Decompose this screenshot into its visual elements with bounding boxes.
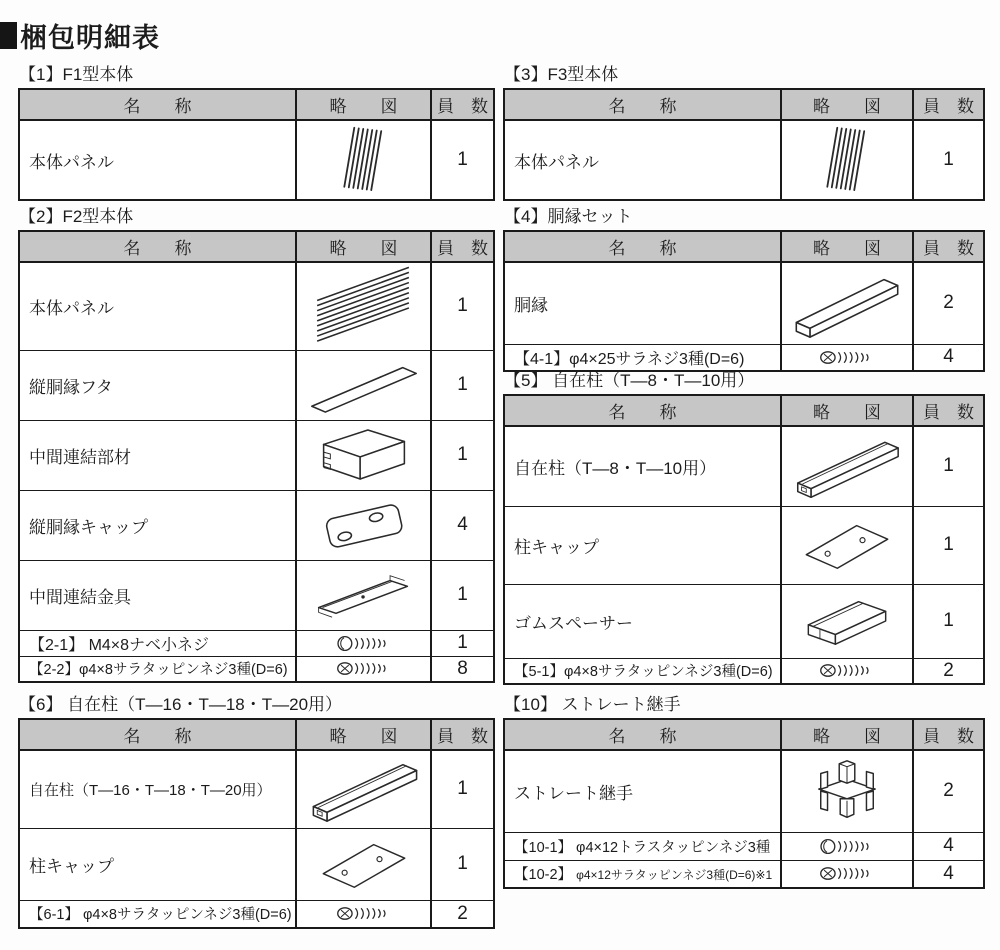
table-4 [503, 230, 985, 372]
part-name: 中間連結部材 [19, 420, 296, 490]
part-sketch-cell [296, 630, 431, 656]
part-name: ゴムスペーサー [504, 584, 781, 658]
part-sketch-cell [296, 750, 431, 828]
col-header-qty: 員 数 [913, 719, 984, 750]
part-qty: 2 [431, 900, 494, 928]
table-1 [18, 88, 495, 201]
part-sketch-cell [296, 560, 431, 630]
part-name: 縦胴縁キャップ [19, 490, 296, 560]
panel-bundle-icon [822, 122, 872, 198]
part-sketch-cell [296, 420, 431, 490]
flat-head-screw-icon [818, 660, 876, 681]
part-sketch-cell [296, 656, 431, 682]
part-name: 柱キャップ [504, 506, 781, 584]
part-name: 【2-2】φ4×8サラタッピンネジ3種(D=6) [19, 656, 296, 682]
part-name: 【2-1】 M4×8ナベ小ネジ [19, 630, 296, 656]
panel-bundle-icon [339, 122, 389, 198]
part-qty: 8 [431, 656, 494, 682]
table-4-label: 【4】胴縁セット [504, 207, 633, 226]
part-sketch-cell [296, 828, 431, 900]
part-sketch-cell [296, 262, 431, 350]
part-qty: 4 [913, 832, 984, 860]
table-4-block [503, 202, 983, 372]
col-header-qty: 員 数 [913, 89, 984, 120]
table-3-label: 【3】F3型本体 [504, 65, 619, 84]
part-sketch-cell [296, 900, 431, 928]
flat-head-screw-icon [335, 903, 393, 924]
flat-bar-icon [306, 356, 422, 414]
part-qty: 1 [431, 828, 494, 900]
part-qty: 1 [913, 584, 984, 658]
part-qty: 1 [913, 506, 984, 584]
col-header-qty: 員 数 [431, 231, 494, 262]
table-5 [503, 394, 985, 685]
col-header-name: 名 称 [504, 231, 781, 262]
col-header-name: 名 称 [19, 89, 296, 120]
table-10-label: 【10】 ストレート継手 [504, 695, 681, 714]
part-name: 【10-1】 φ4×12トラスタッピンネジ3種 [504, 832, 781, 860]
col-header-sketch: 略 図 [781, 231, 913, 262]
part-qty: 2 [913, 262, 984, 344]
column-cap-icon [315, 833, 413, 895]
table-6 [18, 718, 495, 929]
table-10 [503, 718, 985, 889]
part-spec-label: φ4×12サラタッピンネジ3種(D=6)※1 [576, 868, 773, 883]
part-sketch-cell [781, 658, 913, 684]
table-1-block [18, 60, 493, 201]
col-header-sketch: 略 図 [781, 395, 913, 426]
part-name: 柱キャップ [19, 828, 296, 900]
part-sketch-cell [781, 584, 913, 658]
rubber-spacer-icon [798, 592, 896, 650]
part-sketch-cell [781, 120, 913, 200]
table-1-label: 【1】F1型本体 [19, 65, 134, 84]
flat-head-screw-icon [335, 658, 393, 679]
col-header-qty: 員 数 [913, 231, 984, 262]
page-title: 梱包明細表 [20, 23, 160, 53]
table-3-block [503, 60, 983, 201]
part-name: 【6-1】 φ4×8サラタッピンネジ3種(D=6) [19, 900, 296, 928]
table-6-label: 【6】 自在柱（T—16・T—18・T—20用） [19, 695, 343, 714]
part-name: 自在柱（T—16・T—18・T—20用） [19, 750, 296, 828]
channel-member-icon [314, 423, 414, 487]
table-2 [18, 230, 495, 683]
part-sketch-cell [781, 506, 913, 584]
table-5-block [503, 366, 983, 685]
part-qty: 4 [431, 490, 494, 560]
table-10-block [503, 690, 983, 889]
part-qty: 4 [913, 344, 984, 371]
col-header-name: 名 称 [504, 719, 781, 750]
part-qty: 1 [431, 630, 494, 656]
part-qty: 2 [913, 658, 984, 684]
part-qty: 1 [431, 420, 494, 490]
part-name: 本体パネル [504, 120, 781, 200]
col-header-sketch: 略 図 [296, 719, 431, 750]
pan-head-screw-icon [335, 633, 393, 654]
col-header-qty: 員 数 [913, 395, 984, 426]
panel-stack-icon [311, 265, 417, 347]
col-header-qty: 員 数 [431, 719, 494, 750]
page-header [0, 16, 160, 55]
part-id-label: 【10-2】 [514, 867, 573, 884]
part-name: 自在柱（T—8・T—10用） [504, 426, 781, 506]
col-header-sketch: 略 図 [781, 89, 913, 120]
col-header-qty: 員 数 [431, 89, 494, 120]
pan-head-screw-icon [818, 836, 876, 857]
part-sketch-cell [781, 860, 913, 888]
part-name: 【5-1】φ4×8サラタッピンネジ3種(D=6) [504, 658, 781, 684]
part-qty: 1 [431, 560, 494, 630]
table-6-block [18, 690, 493, 929]
part-qty: 4 [913, 860, 984, 888]
table-3 [503, 88, 985, 201]
part-name: 本体パネル [19, 262, 296, 350]
part-qty: 1 [431, 750, 494, 828]
part-name: 中間連結金具 [19, 560, 296, 630]
square-bar-icon [788, 264, 906, 342]
col-header-name: 名 称 [19, 231, 296, 262]
straight-joint-icon [811, 752, 883, 830]
part-name: 縦胴縁フタ [19, 350, 296, 420]
part-sketch-cell [296, 350, 431, 420]
part-name: 胴縁 [504, 262, 781, 344]
part-name [504, 860, 781, 888]
table-5-label: 【5】 自在柱（T—8・T—10用） [504, 371, 755, 390]
part-sketch-cell [781, 750, 913, 832]
part-name: ストレート継手 [504, 750, 781, 832]
part-sketch-cell [296, 120, 431, 200]
part-sketch-cell [781, 832, 913, 860]
part-qty: 2 [913, 750, 984, 832]
cap-plate-icon [317, 496, 411, 554]
part-sketch-cell [781, 262, 913, 344]
col-header-name: 名 称 [504, 395, 781, 426]
column-bar-icon [789, 430, 905, 502]
flat-head-screw-icon [818, 347, 876, 368]
part-name: 本体パネル [19, 120, 296, 200]
col-header-name: 名 称 [504, 89, 781, 120]
col-header-sketch: 略 図 [296, 231, 431, 262]
part-qty: 1 [431, 120, 494, 200]
column-cap-icon [798, 514, 896, 576]
heading-square-icon [0, 22, 17, 49]
part-qty: 1 [913, 426, 984, 506]
part-qty: 1 [913, 120, 984, 200]
part-qty: 1 [431, 350, 494, 420]
column-bar-icon [305, 752, 423, 826]
joint-bracket-icon [310, 567, 418, 623]
col-header-sketch: 略 図 [781, 719, 913, 750]
col-header-sketch: 略 図 [296, 89, 431, 120]
flat-head-screw-icon [818, 863, 876, 884]
table-2-block [18, 202, 493, 683]
col-header-name: 名 称 [19, 719, 296, 750]
part-name: 【4-1】φ4×25サラネジ3種(D=6) [504, 344, 781, 371]
table-2-label: 【2】F2型本体 [19, 207, 134, 226]
part-qty: 1 [431, 262, 494, 350]
part-sketch-cell [781, 426, 913, 506]
part-sketch-cell [296, 490, 431, 560]
